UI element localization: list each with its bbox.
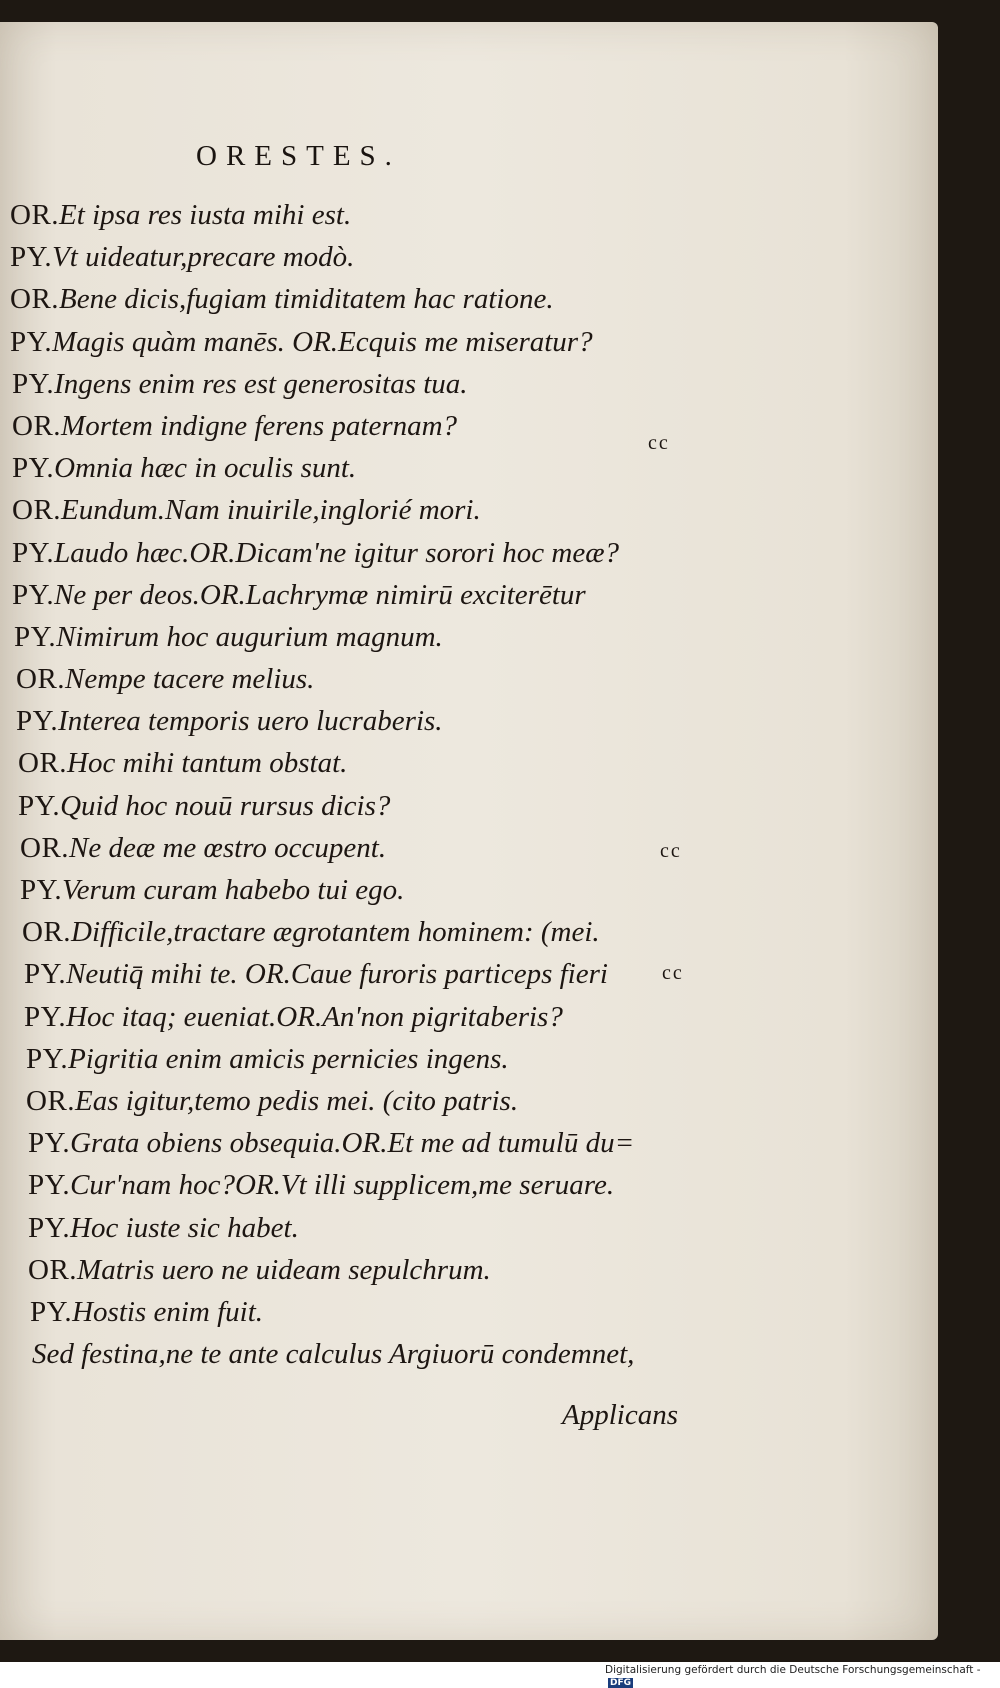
line-text: Hoc iuste sic habet.: [70, 1211, 299, 1244]
speaker-label: PY.: [28, 1127, 71, 1160]
dialogue-line: [10, 532, 730, 574]
speaker-label: PY.: [14, 620, 57, 653]
speaker-label: PY.: [18, 789, 61, 822]
line-text: Hoc mihi tantum obstat.: [67, 747, 348, 780]
dialogue-line: [10, 742, 730, 784]
dialogue-line: [10, 953, 730, 995]
line-text: Omnia hæc in oculis sunt.: [54, 452, 357, 485]
speaker-label: PY.: [24, 958, 67, 991]
line-text: Sed festina,ne te ante calculus Argiuorū condemnet,: [32, 1338, 635, 1371]
speaker-label: PY.: [12, 578, 55, 611]
dialogue-line: [10, 658, 730, 700]
line-text: Neutiq̄ mihi te. OR.Caue furoris particeps fieri: [66, 958, 608, 991]
dialogue-line: [10, 785, 730, 827]
dialogue-line: [10, 616, 730, 658]
dialogue-line: [10, 1080, 730, 1122]
credit-text: Digitalisierung gefördert durch die Deutsche Forschungsgemeinschaft -: [605, 1664, 981, 1676]
dialogue-line: [10, 1122, 730, 1164]
speaker-label: PY.: [12, 452, 55, 485]
speaker-label: PY.: [16, 705, 59, 738]
line-text: Laudo hæc.OR.Dicam'ne igitur sorori hoc meæ?: [54, 536, 620, 569]
line-text: Quid hoc nouū rursus dicis?: [60, 789, 391, 822]
speaker-label: OR.: [22, 916, 72, 949]
dialogue-line: [10, 996, 730, 1038]
speaker-label: OR.: [18, 747, 68, 780]
speaker-label: PY.: [26, 1042, 69, 1075]
line-text: Nimirum hoc augurium magnum.: [56, 620, 443, 653]
line-text: Ne per deos.OR.Lachrymæ nimirū exciterētur: [54, 578, 586, 611]
speaker-label: OR.: [10, 283, 60, 316]
dialogue-line: [10, 405, 730, 447]
dialogue-line: [10, 1038, 730, 1080]
dialogue-line: [10, 911, 730, 953]
catchword: Applicans: [562, 1399, 678, 1431]
dialogue-line: [10, 1291, 730, 1333]
speaker-label: OR.: [28, 1253, 78, 1286]
dialogue-line: [10, 827, 730, 869]
speaker-label: OR.: [10, 199, 60, 231]
speaker-label: PY.: [10, 241, 53, 274]
line-text: Verum curam habebo tui ego.: [62, 874, 405, 906]
dialogue-line: [10, 363, 730, 405]
speaker-label: PY.: [20, 874, 63, 906]
running-title: ORESTES.: [196, 140, 401, 172]
dialogue-line: [10, 278, 730, 320]
book-page: [0, 22, 938, 1640]
dialogue-line: [10, 447, 730, 489]
margin-mark: cc: [662, 962, 684, 984]
line-text: Matris uero ne uideam sepulchrum.: [77, 1253, 491, 1286]
line-text: Mortem indigne ferens paternam?: [61, 409, 458, 442]
line-text: Cur'nam hoc?OR.Vt illi supplicem,me seruare.: [70, 1169, 615, 1202]
speaker-label: PY.: [12, 536, 55, 569]
dialogue-line: [10, 700, 730, 742]
dialogue-line: [10, 1164, 730, 1206]
margin-mark: cc: [660, 840, 682, 862]
speaker-label: OR.: [12, 409, 62, 442]
line-text: Magis quàm manēs. OR.Ecquis me miseratur?: [52, 325, 593, 358]
dialogue-line: [10, 869, 730, 911]
line-text: Nempe tacere melius.: [65, 663, 315, 696]
line-text: Eundum.Nam inuirile,inglorié mori.: [61, 494, 481, 527]
line-text: Hoc itaq; eueniat.OR.An'non pigritaberis?: [66, 1000, 563, 1033]
digitization-credit: [605, 1664, 1000, 1688]
speaker-label: PY.: [24, 1000, 67, 1033]
dialogue-line: [10, 321, 730, 363]
line-text: Bene dicis,fugiam timiditatem hac ratione.: [59, 283, 554, 316]
line-text: Ne deæ me œstro occupent.: [69, 831, 387, 864]
dialogue-line: [10, 1207, 730, 1249]
margin-mark: cc: [648, 432, 670, 454]
speaker-label: OR.: [12, 494, 62, 527]
line-text: Eas igitur,temo pedis mei. (cito patris.: [75, 1084, 519, 1117]
dialogue-line: [10, 574, 730, 616]
speaker-label: PY.: [12, 367, 55, 400]
dialogue-line: [10, 1333, 730, 1375]
speaker-label: OR.: [20, 831, 70, 864]
speaker-label: PY.: [10, 325, 53, 358]
line-text: Difficile,tractare ægrotantem hominem: (mei.: [71, 916, 600, 949]
dialogue-line: [10, 489, 730, 531]
line-text: Et ipsa res iusta mihi est.: [59, 199, 352, 231]
line-text: Vt uideatur,precare modò.: [52, 241, 355, 274]
dialogue-line: [10, 1249, 730, 1291]
speaker-label: PY.: [28, 1211, 71, 1244]
line-text: Hostis enim fuit.: [72, 1295, 264, 1328]
dialogue-line: [10, 236, 730, 278]
line-text: Grata obiens obsequia.OR.Et me ad tumulū du=: [70, 1127, 635, 1160]
line-text: Ingens enim res est generositas tua.: [54, 367, 468, 400]
speaker-label: PY.: [28, 1169, 71, 1202]
dfg-logo: DFG: [610, 1678, 632, 1688]
speaker-label: PY.: [30, 1295, 73, 1328]
dialogue-line: [10, 194, 730, 236]
line-text: Interea temporis uero lucraberis.: [58, 705, 443, 738]
speaker-label: OR.: [16, 663, 66, 696]
dialogue-lines: [10, 194, 730, 1375]
speaker-label: OR.: [26, 1084, 76, 1117]
line-text: Pigritia enim amicis pernicies ingens.: [68, 1042, 509, 1075]
